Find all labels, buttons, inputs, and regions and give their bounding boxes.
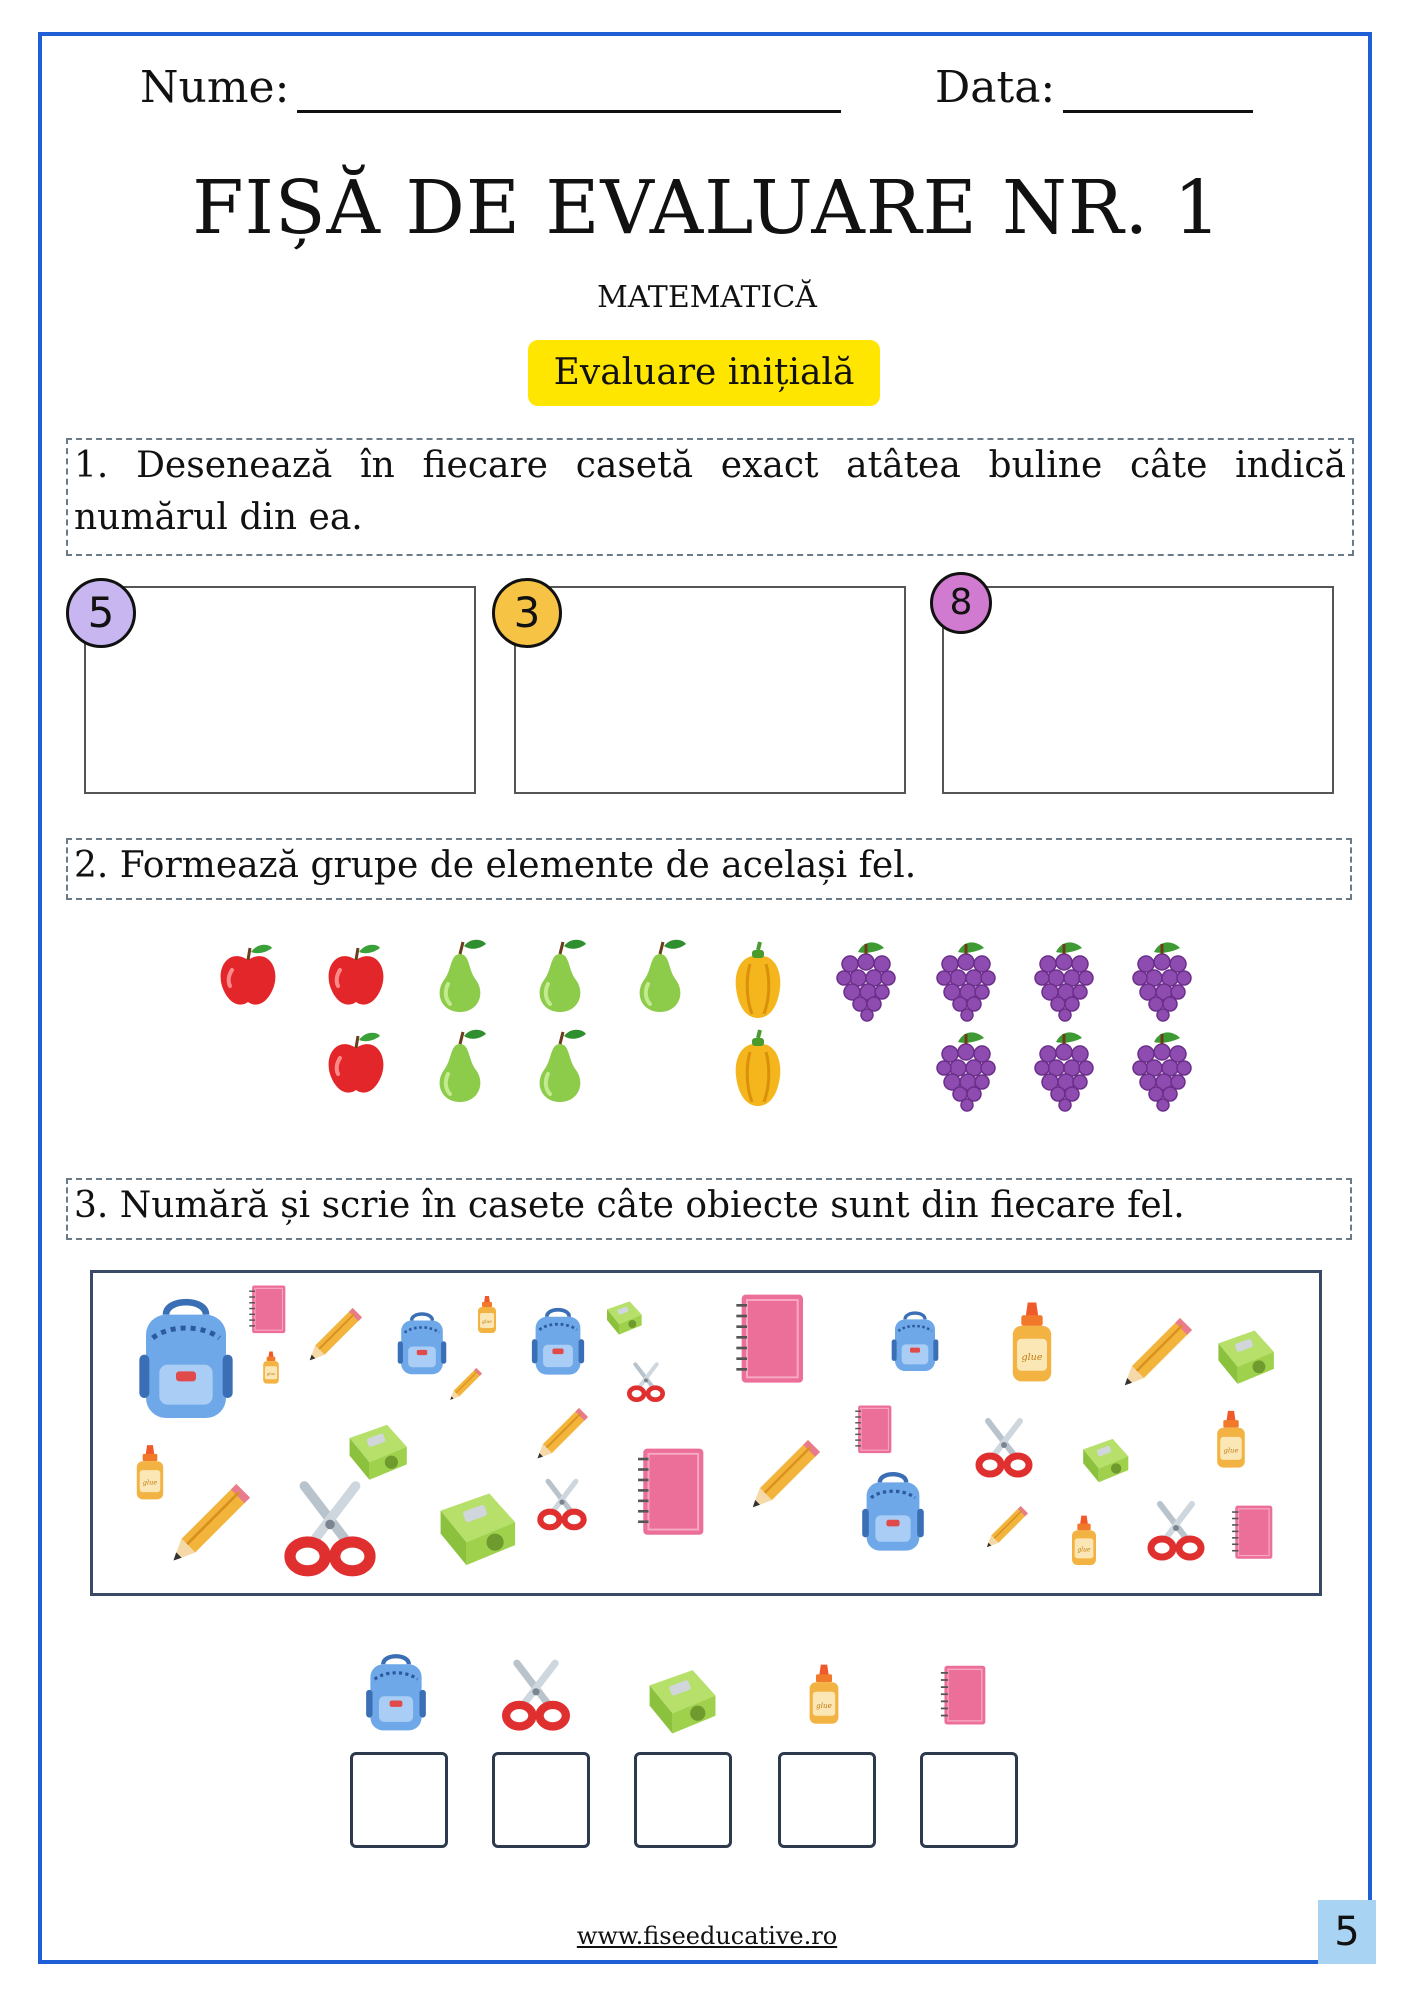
task2-instruction: 2. Formează grupe de elemente de același fel.	[66, 838, 1352, 900]
number-circle-8: 8	[930, 572, 992, 634]
answer-box-sharpener[interactable]	[634, 1752, 732, 1848]
name-field[interactable]	[140, 62, 841, 113]
pear-icon[interactable]	[430, 940, 490, 1020]
pencil-icon[interactable]	[306, 1308, 362, 1364]
pear-icon[interactable]	[530, 1030, 590, 1110]
drawing-box-3[interactable]	[942, 586, 1334, 794]
pencil-icon[interactable]	[1120, 1318, 1192, 1390]
date-label: Data:	[935, 62, 1056, 113]
apple-icon[interactable]	[326, 942, 386, 1022]
page-number: 5	[1318, 1900, 1376, 1964]
glue-icon[interactable]	[1208, 1402, 1254, 1478]
date-line[interactable]	[1063, 66, 1253, 113]
evaluation-badge: Evaluare inițială	[528, 340, 880, 406]
sharpener-icon[interactable]	[1076, 1432, 1132, 1484]
grapes-icon[interactable]	[936, 940, 996, 1020]
legend-notebook-icon	[936, 1664, 992, 1728]
pencil-icon[interactable]	[168, 1484, 250, 1566]
glue-icon[interactable]	[128, 1432, 172, 1514]
grapes-icon[interactable]	[1034, 1030, 1094, 1110]
glue-icon[interactable]	[472, 1286, 502, 1344]
backpack-icon[interactable]	[860, 1470, 926, 1552]
pear-icon[interactable]	[630, 940, 690, 1020]
pepper-icon[interactable]	[728, 1032, 788, 1112]
scissors-icon[interactable]	[1146, 1498, 1206, 1560]
task1-instruction: 1. Desenează în fiecare casetă exact atâtea buline câte indică numărul din ea.	[66, 438, 1354, 556]
backpack-icon[interactable]	[890, 1310, 940, 1372]
sharpener-icon[interactable]	[432, 1482, 518, 1568]
grapes-icon[interactable]	[936, 1030, 996, 1110]
notebook-icon[interactable]	[1228, 1504, 1278, 1562]
glue-icon[interactable]	[1064, 1506, 1104, 1576]
legend-sharpener-icon	[640, 1660, 720, 1736]
legend-backpack-icon	[364, 1652, 428, 1732]
notebook-icon[interactable]	[246, 1284, 290, 1336]
subject-label: MATEMATICĂ	[597, 280, 817, 315]
answer-box-glue[interactable]	[778, 1752, 876, 1848]
scissors-icon[interactable]	[282, 1474, 378, 1578]
notebook-icon[interactable]	[630, 1446, 714, 1540]
website-link[interactable]: www.fiseeducative.ro	[576, 1922, 838, 1950]
pencil-icon[interactable]	[748, 1440, 820, 1512]
answer-box-notebook[interactable]	[920, 1752, 1018, 1848]
drawing-box-1[interactable]	[84, 586, 476, 794]
grapes-icon[interactable]	[836, 940, 896, 1020]
backpack-icon[interactable]	[530, 1306, 586, 1376]
sharpener-icon[interactable]	[602, 1296, 644, 1336]
backpack-icon[interactable]	[396, 1310, 448, 1376]
pepper-icon[interactable]	[728, 944, 788, 1024]
notebook-icon[interactable]	[728, 1292, 814, 1388]
number-circle-3: 3	[492, 578, 562, 648]
sharpener-icon[interactable]	[340, 1416, 412, 1482]
scissors-icon[interactable]	[626, 1358, 666, 1404]
scissors-icon[interactable]	[974, 1412, 1034, 1480]
name-line[interactable]	[297, 66, 841, 113]
grapes-icon[interactable]	[1132, 1030, 1192, 1110]
pencil-icon[interactable]	[448, 1368, 482, 1402]
glue-icon[interactable]	[1000, 1284, 1064, 1402]
apple-icon[interactable]	[218, 942, 278, 1022]
grapes-icon[interactable]	[1034, 940, 1094, 1020]
glue-icon[interactable]	[258, 1348, 284, 1388]
backpack-icon[interactable]	[136, 1298, 236, 1418]
notebook-icon[interactable]	[852, 1404, 896, 1456]
pear-icon[interactable]	[430, 1030, 490, 1110]
legend-glue-icon	[800, 1656, 848, 1734]
grapes-icon[interactable]	[1132, 940, 1192, 1020]
scissors-icon[interactable]	[536, 1472, 588, 1534]
apple-icon[interactable]	[326, 1030, 386, 1110]
answer-box-scissors[interactable]	[492, 1752, 590, 1848]
answer-box-backpack[interactable]	[350, 1752, 448, 1848]
sharpener-icon[interactable]	[1210, 1322, 1278, 1386]
name-label: Nume:	[140, 62, 290, 113]
legend-scissors-icon	[500, 1656, 572, 1730]
pear-icon[interactable]	[530, 940, 590, 1020]
task3-instruction: 3. Numără și scrie în casete câte obiecte sunt din fiecare fel.	[66, 1178, 1352, 1240]
pencil-icon[interactable]	[534, 1408, 588, 1462]
date-field[interactable]	[935, 62, 1253, 113]
page-title: FIȘĂ DE EVALUARE NR. 1	[192, 165, 1222, 251]
drawing-box-2[interactable]	[514, 586, 906, 794]
number-circle-5: 5	[66, 578, 136, 648]
pencil-icon[interactable]	[984, 1506, 1028, 1550]
